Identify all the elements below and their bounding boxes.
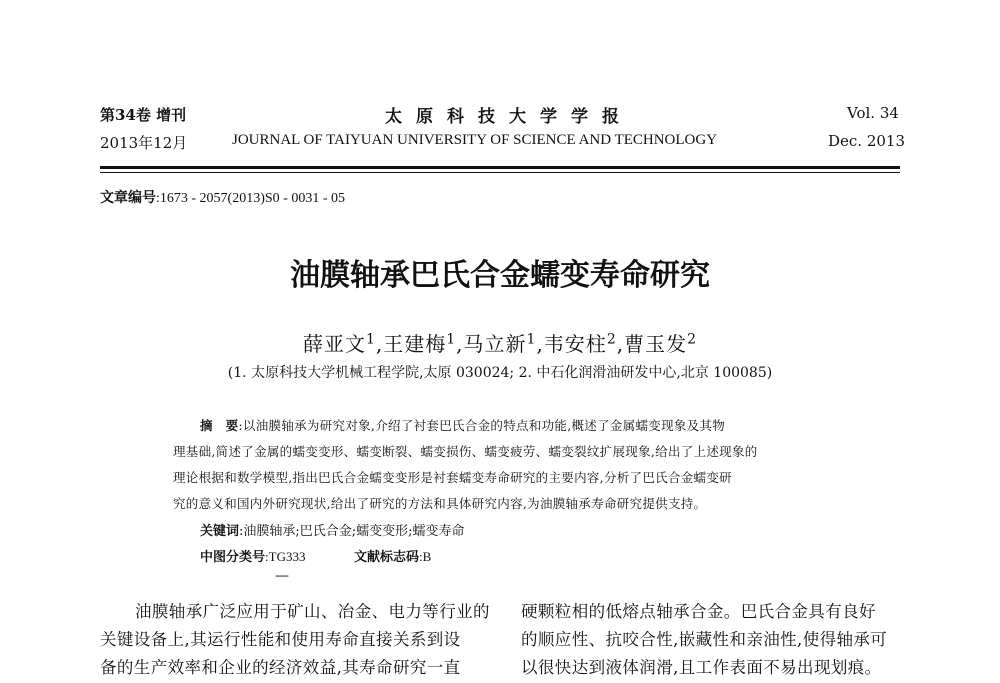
author-list: 薛亚文$^1$,王建梅$^1$,马立新$^1$,韦安柱$^2$,曹玉发$^2$ — [302, 331, 698, 356]
abstract-line: 理基础,简述了金属的蠕变变形、蠕变断裂、蠕变损伤、蠕变疲劳、蠕变裂纹扩展现象,给出了上述现象的 — [173, 444, 758, 459]
body-left-line: 油膜轴承广泛应用于矿山、冶金、电力等行业的 — [135, 602, 490, 621]
document-code-value: :B — [419, 549, 432, 564]
abstract-label: 摘 要 — [200, 418, 239, 433]
author-name: 曹玉发 — [624, 332, 688, 356]
keywords-value: :油膜轴承;巴氏合金;蠕变变形;蠕变寿命 — [239, 524, 465, 539]
author-name: 马立新 — [463, 332, 527, 356]
abstract-text: :以油膜轴承为研究对象,介绍了衬套巴氏合金的特点和功能,概述了金属蠕变现象及其物 — [238, 418, 726, 433]
body-left-line: 备的生产效率和企业的经济效益,其寿命研究一直 — [100, 658, 461, 677]
volume-issue-cn: 第34卷 增刊 — [100, 106, 187, 124]
article-number-label: 文章编号 — [100, 190, 156, 206]
date-cn: 2013年12月 — [100, 134, 188, 152]
footnote-mark: — — [275, 568, 289, 584]
document-code — [354, 546, 431, 565]
paper-title: 油膜轴承巴氏合金蠕变寿命研究 — [290, 258, 710, 293]
affiliation: (1. 太原科技大学机械工程学院,太原 030024; 2. 中石化润滑油研发中心,北京 100085) — [227, 365, 773, 381]
author-affil-mark: 1 — [526, 331, 537, 348]
keywords — [200, 520, 465, 539]
article-number-value: :1673 - 2057(2013)S0 - 0031 - 05 — [156, 191, 345, 206]
journal-name-en: JOURNAL OF TAIYUAN UNIVERSITY OF SCIENCE AND TECHNOLOGY — [232, 132, 718, 148]
clc-label: 中图分类号 — [200, 550, 266, 565]
clc-number — [200, 546, 305, 565]
author-name: 韦安柱 — [543, 332, 607, 356]
body-right-line: 以很快达到液体润滑,且工作表面不易出现划痕。 — [521, 658, 882, 677]
author-affil-mark: 2 — [687, 331, 698, 348]
author-affil-mark: 1 — [365, 331, 376, 348]
abstract-line — [200, 416, 725, 434]
date-en: Dec. 2013 — [828, 132, 906, 150]
document-code-label: 文献标志码 — [354, 550, 420, 565]
author-affil-mark: 2 — [606, 331, 617, 348]
author-affil-mark: 1 — [446, 331, 457, 348]
abstract-line: 究的意义和国内外研究现状,给出了研究的方法和具体研究内容,为油膜轴承寿命研究提供支持。 — [173, 496, 707, 511]
volume-en: Vol. 34 — [847, 104, 899, 122]
body-left-line: 关键设备上,其运行性能和使用寿命直接关系到设 — [100, 630, 461, 649]
article-number — [100, 187, 345, 207]
body-right-line: 硬颗粒相的低熔点轴承合金。巴氏合金具有良好 — [521, 602, 876, 621]
abstract-line: 理论根据和数学模型,指出巴氏合金蠕变变形是衬套蠕变寿命研究的主要内容,分析了巴氏合金蠕变研 — [173, 470, 732, 485]
clc-value: :TG333 — [265, 549, 306, 564]
header-rule-thick — [100, 166, 900, 169]
author-name: 薛亚文 — [302, 332, 366, 356]
journal-name-cn: 太原科技大学学报 — [385, 107, 633, 127]
keywords-label: 关键词 — [200, 524, 240, 539]
header-rule-thin — [100, 172, 900, 173]
author-name: 王建梅 — [383, 332, 447, 356]
body-right-line: 的顺应性、抗咬合性,嵌藏性和亲油性,使得轴承可 — [521, 630, 888, 649]
